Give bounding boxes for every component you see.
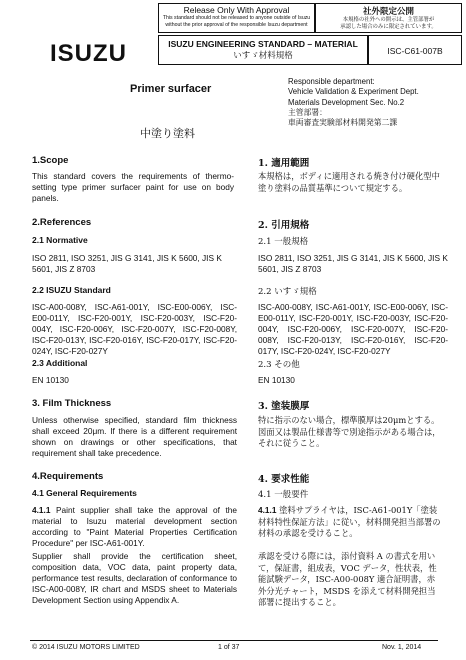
scope-heading-jp: 1. 適用範囲	[258, 158, 310, 169]
scope-text-jp: 本規格は，ボディに適用される焼き付け硬化型中塗り塗料の品質基準について規定する。	[258, 171, 440, 193]
doc-title-en: Primer surfacer	[130, 83, 212, 95]
release-approval-title: Release Only With Approval	[183, 5, 290, 15]
additional-heading-en: 2.3 Additional	[32, 358, 88, 368]
scope-text-en: This standard covers the requirements of thermo-setting type primer surfacer paint for use on body panels.	[32, 171, 234, 203]
jp-release-box	[315, 3, 462, 33]
jp-release-title: 社外限定公開	[362, 7, 414, 17]
responsible-jp-line: 車両審査実験部材料開発第二課	[288, 118, 398, 128]
isuzu-standard-heading-jp: 2.2 いすゞ規格	[258, 287, 317, 297]
normative-heading-jp: 2.1 一般規格	[258, 237, 309, 247]
standard-title-jp: いすゞ材料規格	[233, 51, 293, 61]
responsible-line1: Vehicle Validation & Experiment Dept.	[288, 87, 419, 97]
additional-text-en: EN 10130	[32, 375, 69, 385]
responsible-jp-label: 主管部署：	[288, 107, 327, 117]
isuzu-logo: ISUZU	[50, 40, 127, 67]
req-411-body-jp: 塗料サプライヤは，ISC-A61-001Y「塗装材料特性保証方法」に従い，材料開発担当部署の材料の承認を受けること。	[258, 505, 441, 538]
req-411-number-jp: 4.1.1	[258, 505, 277, 515]
general-requirements-heading-jp: 4.1 一般要件	[258, 490, 309, 500]
doc-id-box	[368, 35, 462, 65]
isuzu-standard-text-jp: ISC-A00-008Y, ISC-A61-001Y, ISC-E00-006Y, ISC-E00-011Y, ISC-F20-001Y, ISC-F20-003Y, ISC-F20-004Y, ISC-F20-006Y, ISC-F20-007Y, ISC-F20-008Y, ISC-F20-013Y, ISC-F20-016Y, ISC-F20-017Y, ISC-F20-024Y, ISC-F20-027Y	[258, 302, 448, 356]
req-411-text-en	[32, 505, 237, 549]
references-heading-en: 2.References	[32, 217, 92, 228]
requirements-heading-en: 4.Requirements	[32, 471, 104, 482]
req-411-body-en: Paint supplier shall take the approval of the material to Isuzu material development section according to "Paint Material Properties Certification Procedure" per ISC-A61-001Y.	[32, 505, 237, 548]
jp-release-line1: 本規格の社外への開示は、主管部署が	[342, 17, 435, 23]
isuzu-standard-heading-en: 2.2 ISUZU Standard	[32, 285, 111, 295]
film-heading-en: 3. Film Thickness	[32, 398, 112, 409]
responsible-label: Responsible department:	[288, 77, 375, 86]
standard-title-box	[158, 35, 368, 65]
normative-text-jp: ISO 2811, ISO 3251, JIS G 3141, JIS K 5600, JIS K 5601, JIS Z 8703	[258, 253, 448, 274]
requirements-heading-jp: 4. 要求性能	[258, 474, 310, 485]
responsible-line2: Materials Development Sec. No.2	[288, 97, 405, 107]
release-approval-box	[158, 3, 315, 33]
doc-id: ISC-C61-007B	[387, 46, 443, 56]
release-approval-line2: without the prior approval of the responsible Isuzu department	[165, 22, 308, 28]
additional-heading-jp: 2.3 その他	[258, 360, 300, 370]
jp-release-line2: 承認した場合のみに限定されています。	[340, 24, 437, 30]
film-text-jp: 特に指示のない場合，標準膜厚は20μmとする。図面又は製品仕様書等で別途指示がある場合は，それに従うこと。	[258, 415, 441, 448]
req-411-number-en: 4.1.1	[32, 505, 51, 515]
req-supplier-text-en: Supplier shall provide the certification sheet, composition data, VOC data, paint property data, performance test results, declaration of conformance to ISC-A00-008Y, IR chart and MSDS sheet to Materials Development Section using Appendix A.	[32, 551, 237, 605]
release-approval-line1: This standard should not be released to anyone outside of Isuzu	[162, 15, 311, 21]
standard-title-en: ISUZU ENGINEERING STANDARD – MATERIAL	[168, 39, 358, 49]
req-411-text-jp	[258, 505, 443, 540]
footer-rule	[30, 640, 438, 641]
footer-page-number: 1 of 37	[218, 644, 240, 651]
scope-heading-en: 1.Scope	[32, 155, 69, 166]
general-requirements-heading-en: 4.1 General Requirements	[32, 488, 137, 498]
film-text-en: Unless otherwise specified, standard film thickness shall exceed 20μm. If there is a different requirement shown on drawings or other specifications, that requirement shall take precedence.	[32, 415, 237, 458]
film-heading-jp: 3. 塗装膜厚	[258, 401, 310, 412]
additional-text-jp: EN 10130	[258, 375, 295, 385]
req-supplier-text-jp: 承認を受ける際には，添付資料 A の書式を用いて，保証書，組成表，VOC データ，性状表，性能試験データ，ISC-A00-008Y 適合証明書，赤外分光チャート，MSDS を添えて材料開発担当部署に提出すること。	[258, 551, 437, 607]
normative-text-en: ISO 2811, ISO 3251, JIS G 3141, JIS K 5600, JIS K 5601, JIS Z 8703	[32, 253, 222, 274]
isuzu-standard-text-en: ISC-A00-008Y, ISC-A61-001Y, ISC-E00-006Y, ISC-E00-011Y, ISC-F20-001Y, ISC-F20-003Y, ISC-F20-004Y, ISC-F20-006Y, ISC-F20-007Y, ISC-F20-008Y, ISC-F20-013Y, ISC-F20-016Y, ISC-F20-017Y, ISC-F20-024Y, ISC-F20-027Y	[32, 302, 237, 356]
normative-heading-en: 2.1 Normative	[32, 235, 88, 245]
footer-date: Nov. 1, 2014	[382, 644, 422, 651]
responsible-dept	[288, 77, 419, 128]
doc-title-jp: 中塗り塗料	[140, 127, 195, 140]
footer-copyright: © 2014 ISUZU MOTORS LIMITED	[32, 644, 140, 651]
references-heading-jp: 2. 引用規格	[258, 220, 310, 231]
